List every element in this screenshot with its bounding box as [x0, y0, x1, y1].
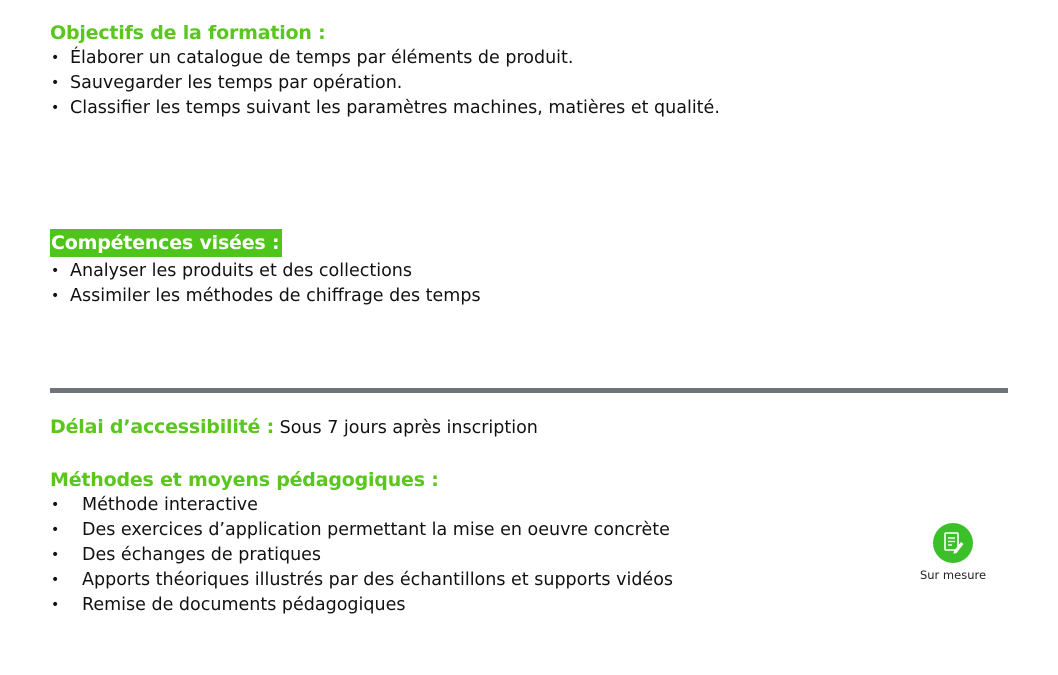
access-heading: Délai d’accessibilité : [50, 416, 275, 438]
skills-heading: Compétences visées : [50, 229, 282, 257]
access-value: Sous 7 jours après inscription [279, 418, 538, 438]
badge-label: Sur mesure [919, 568, 987, 582]
edit-document-icon [933, 523, 973, 563]
list-item: • Analyser les produits et des collections [50, 259, 481, 284]
list-item: • Des exercices d’application permettant la mise en oeuvre concrète [50, 518, 673, 543]
list-item: • Remise de documents pédagogiques [50, 593, 673, 618]
objectives-list [50, 46, 720, 121]
list-item: • Des échanges de pratiques [50, 543, 673, 568]
list-item: • Sauvegarder les temps par opération. [50, 71, 720, 96]
custom-badge [912, 523, 994, 582]
list-item: • Classifier les temps suivant les paramètres machines, matières et qualité. [50, 96, 720, 121]
methods-heading: Méthodes et moyens pédagogiques : [50, 469, 439, 491]
list-item: • Élaborer un catalogue de temps par éléments de produit. [50, 46, 720, 71]
skills-section [50, 229, 481, 309]
access-row [50, 414, 538, 441]
list-item: • Assimiler les méthodes de chiffrage des temps [50, 284, 481, 309]
section-divider [50, 388, 1008, 393]
methods-section [50, 467, 673, 618]
methods-list [50, 493, 673, 618]
skills-list [50, 259, 481, 309]
list-item: • Méthode interactive [50, 493, 673, 518]
list-item: • Apports théoriques illustrés par des échantillons et supports vidéos [50, 568, 673, 593]
objectives-section [50, 20, 720, 121]
objectives-heading: Objectifs de la formation : [50, 22, 326, 44]
